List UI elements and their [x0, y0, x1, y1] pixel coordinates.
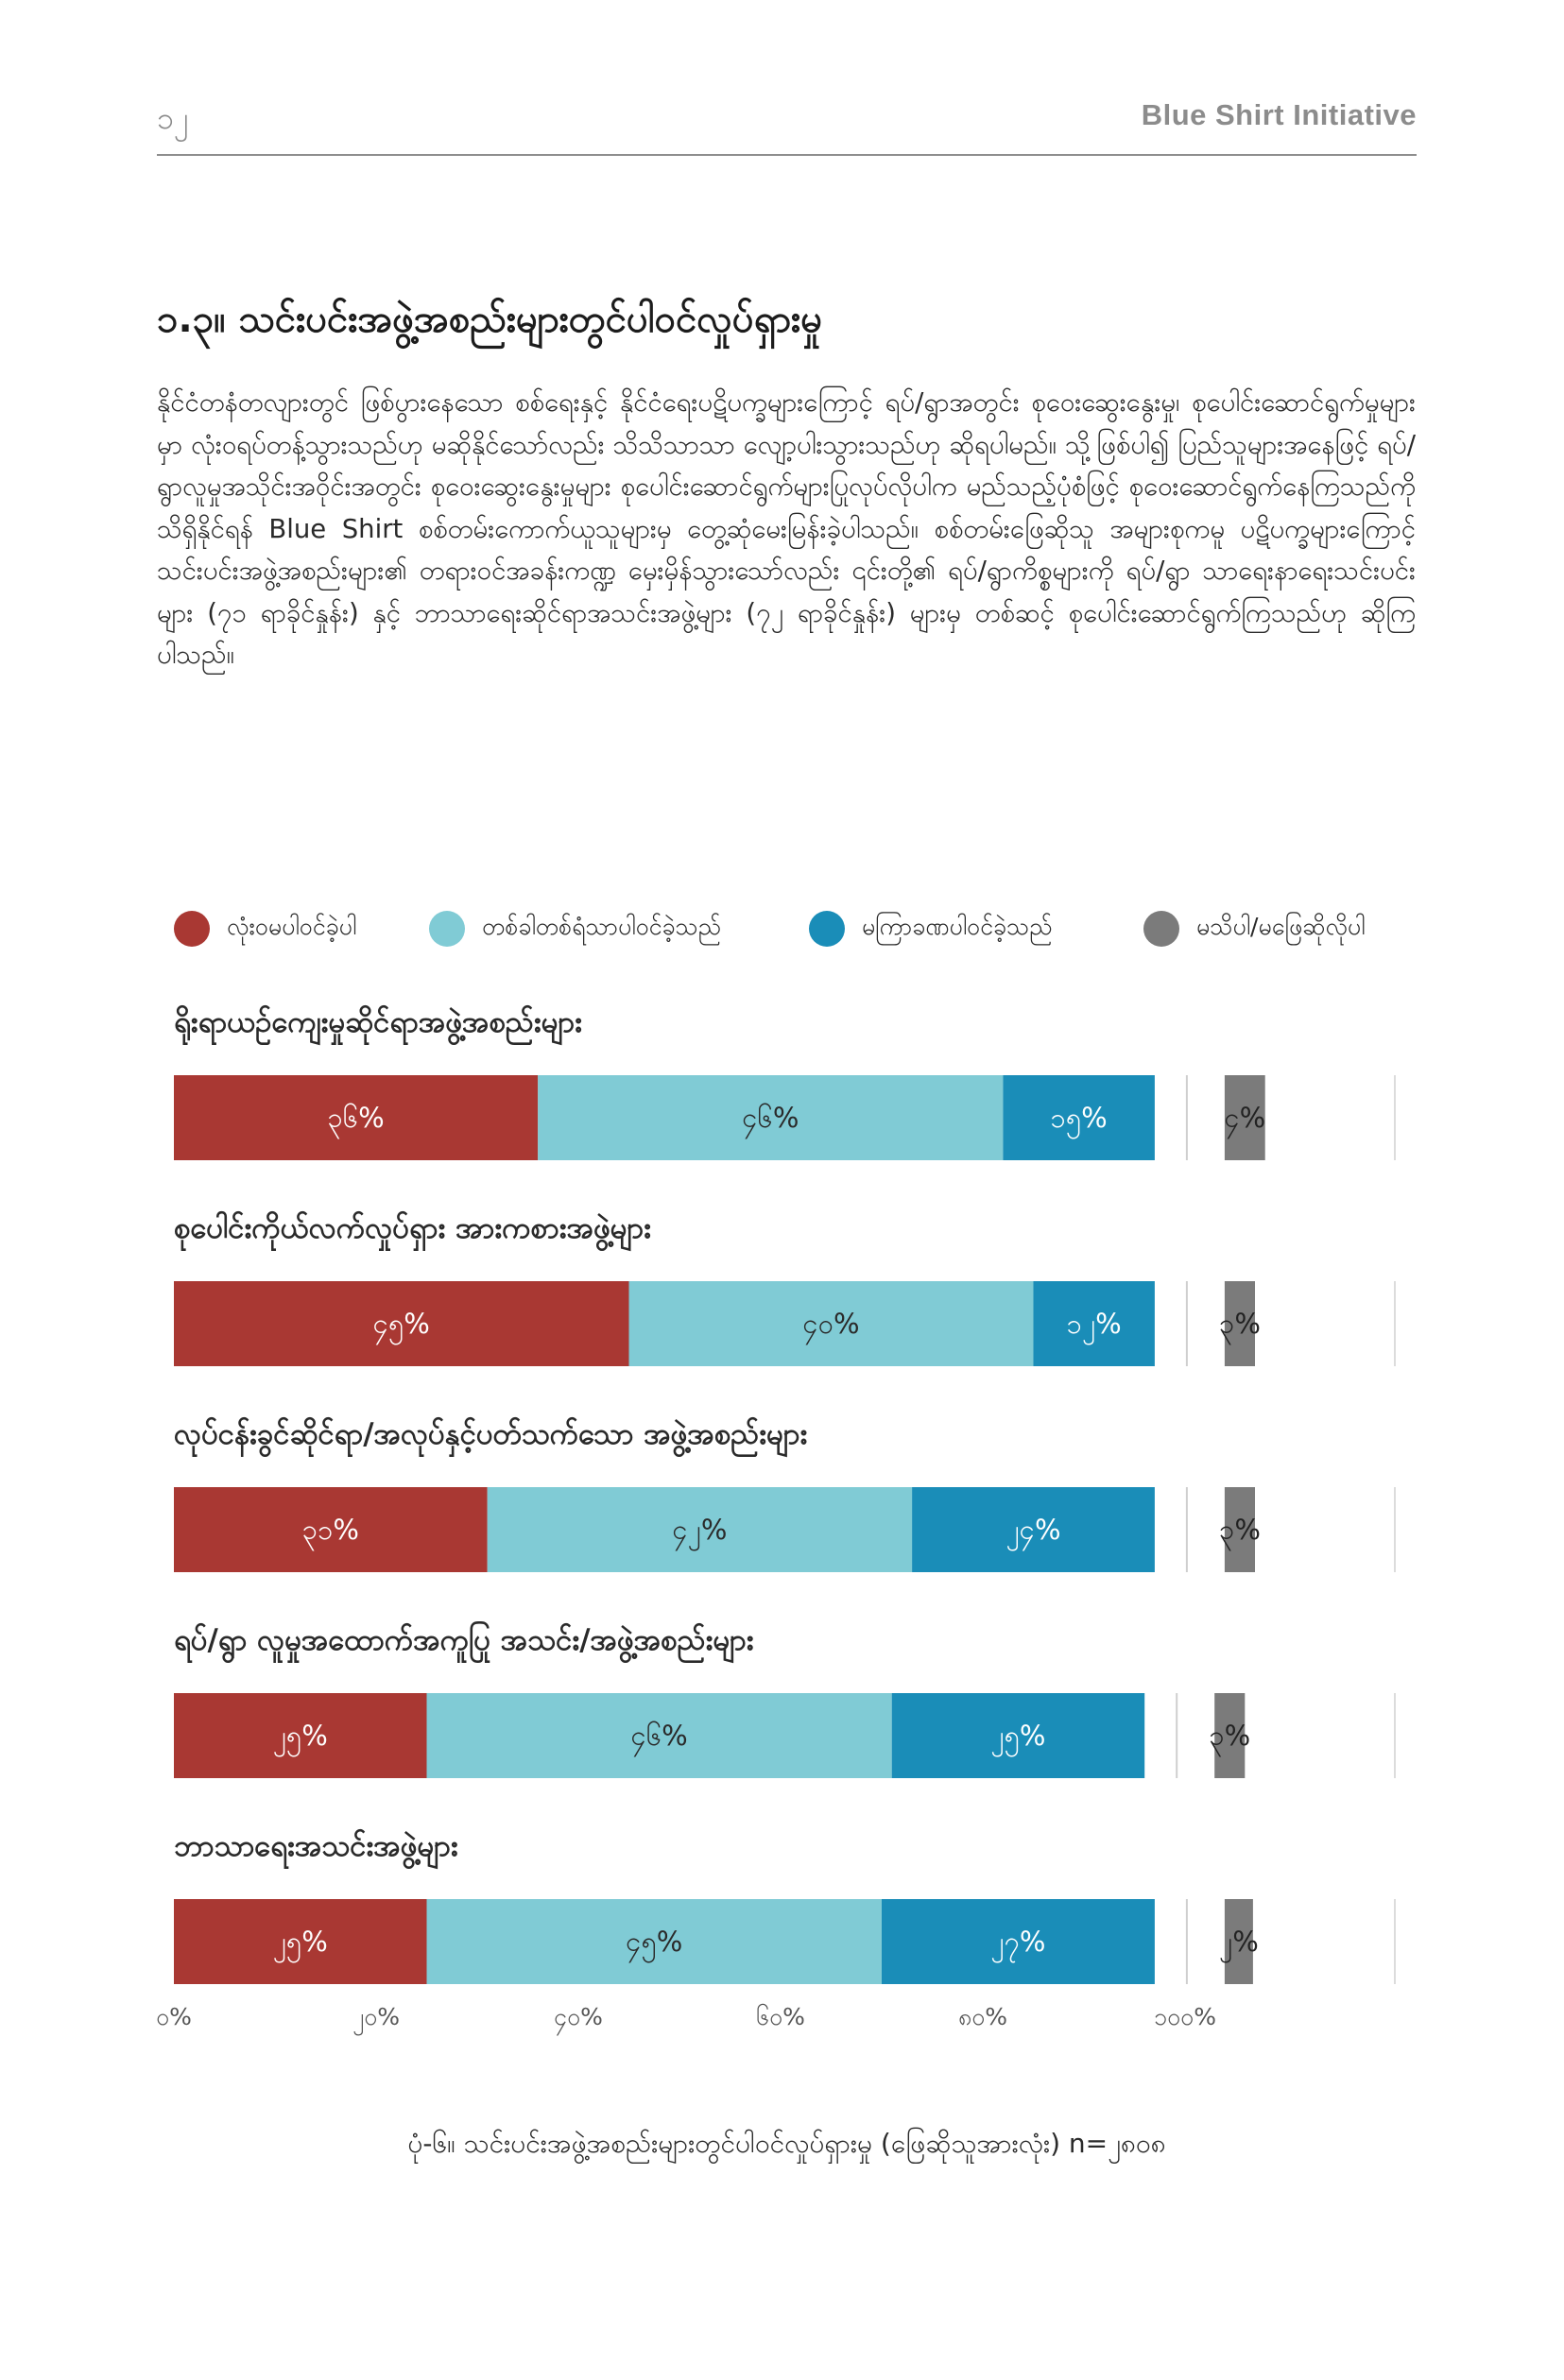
data-label-traditional-culture-no-answer: ၄% [1224, 1102, 1266, 1134]
body-paragraph: နိုင်ငံတနံတလျားတွင် ဖြစ်ပွားနေသော စစ်ရေးနှင့် နိုင်ငံရေးပဋိပက္ခများကြောင့် ရပ်/ရွာအတွင်း စုဝေးဆွေးနွေးမှု၊ စုပေါင်းဆောင်ရွက်မှုများမှာ လုံးဝရပ်တန့်သွားသည်ဟု မဆိုနိုင်သော်လည်း သိသိသာသာ လျော့ပါးသွားသည်ဟု ဆိုရပါမည်။ သို့ဖြစ်ပါ၍ ပြည်သူများအနေဖြင့် ရပ်/ရွာလူမှုအသိုင်းအဝိုင်းအတွင်း စုဝေးဆွေးနွေးမှုများ စုပေါင်းဆောင်ရွက်များပြုလုပ်လိုပါက မည်သည့်ပုံစံဖြင့် စုဝေးဆောင်ရွက်နေကြသည်ကို သိရှိနိုင်ရန် Blue Shirt စစ်တမ်းကောက်ယူသူများမှ တွေ့ဆုံမေးမြန်းခဲ့ပါသည်။ စစ်တမ်းဖြေဆိုသူ အများစုကမူ ပဋိပက္ခများကြောင့် သင်းပင်းအဖွဲ့အစည်းများ၏ တရားဝင်အခန်းကဏ္ဍ မှေးမှိန်သွားသော်လည်း ၎င်းတို့၏ ရပ်/ရွာကိစ္စများကို ရပ်/ရွာ သာရေးနာရေးသင်းပင်းများ (၇၁ ရာခိုင်နှုန်း) နှင့် ဘာသာရေးဆိုင်ရာအသင်းအဖွဲ့များ (၇၂ ရာခိုင်နှုန်း) များမှ တစ်ဆင့် စုပေါင်းဆောင်ရွက်ကြသည်ဟု ဆိုကြပါသည်။ [157, 387, 1416, 670]
data-label-community-support-sometimes: ၄၆% [630, 1720, 688, 1752]
category-label-traditional-culture: ရိုးရာယဉ်ကျေးမှုဆိုင်ရာအဖွဲ့အစည်းများ [174, 1005, 583, 1039]
category-label-religious: ဘာသာရေးအသင်းအဖွဲ့များ [174, 1829, 458, 1863]
data-label-workplace-sometimes: ၄၂% [672, 1514, 728, 1546]
x-tick-label-0: ၀% [156, 2003, 192, 2030]
brand-name: Blue Shirt Initiative [1141, 98, 1417, 131]
x-tick-label-3: ၆၀% [756, 2003, 805, 2030]
data-label-sports-no-answer: ၃% [1219, 1308, 1261, 1340]
legend-label-no-answer: မသိပါ/မဖြေဆိုလိုပါ [1196, 912, 1366, 940]
data-label-traditional-culture-sometimes: ၄၆% [742, 1102, 799, 1134]
data-label-workplace-often: ၂၄% [1005, 1514, 1061, 1546]
x-tick-label-5: ၁၀၀% [1154, 2003, 1216, 2030]
category-label-workplace: လုပ်ငန်းခွင်ဆိုင်ရာ/အလုပ်နှင့်ပတ်သက်သော အဖွဲ့အစည်းများ [174, 1417, 808, 1451]
legend-label-often: မကြာခဏပါဝင်ခဲ့သည် [862, 912, 1053, 940]
data-label-workplace-never: ၃၁% [301, 1514, 359, 1546]
x-tick-label-4: ၈၀% [957, 2003, 1008, 2030]
data-label-sports-never: ၄၅% [372, 1308, 430, 1340]
data-label-traditional-culture-never: ၃၆% [327, 1102, 385, 1134]
category-label-sports: စုပေါင်းကိုယ်လက်လှုပ်ရှား အားကစားအဖွဲ့များ [174, 1211, 652, 1245]
data-label-religious-no-answer: ၂% [1218, 1926, 1259, 1958]
data-label-religious-never: ၂၅% [272, 1926, 328, 1958]
data-label-community-support-often: ၂၅% [990, 1720, 1046, 1752]
data-label-religious-sometimes: ၄၅% [626, 1926, 683, 1958]
legend-label-never: လုံးဝမပါဝင်ခဲ့ပါ [227, 912, 357, 940]
page-number: ၁၂ [157, 100, 189, 136]
x-tick-label-2: ၄၀% [554, 2003, 603, 2030]
data-label-traditional-culture-often: ၁၅% [1050, 1102, 1108, 1134]
figure-caption: ပုံ-၆။ သင်းပင်းအဖွဲ့အစည်းများတွင်ပါဝင်လှုပ်ရှားမှု (ဖြေဆိုသူအားလုံး) n=၂၈၀၈ [407, 2128, 1166, 2159]
x-tick-label-1: ၂၀% [352, 2003, 401, 2030]
data-label-community-support-never: ၂၅% [272, 1720, 328, 1752]
data-label-community-support-no-answer: ၃% [1209, 1720, 1251, 1752]
category-label-community-support: ရပ်/ရွာ လူမှုအထောက်အကူပြု အသင်း/အဖွဲ့အစည်းများ [174, 1623, 754, 1657]
data-label-workplace-no-answer: ၃% [1219, 1514, 1261, 1546]
section-title: ၁.၃။ သင်းပင်းအဖွဲ့အစည်းများတွင်ပါဝင်လှုပ်ရှားမှု [157, 298, 823, 341]
legend-label-sometimes: တစ်ခါတစ်ရံသာပါဝင်ခဲ့သည် [482, 912, 721, 940]
data-label-religious-often: ၂၇% [990, 1926, 1046, 1958]
data-label-sports-often: ၁၂% [1066, 1308, 1122, 1340]
data-label-sports-sometimes: ၄၀% [802, 1308, 860, 1340]
